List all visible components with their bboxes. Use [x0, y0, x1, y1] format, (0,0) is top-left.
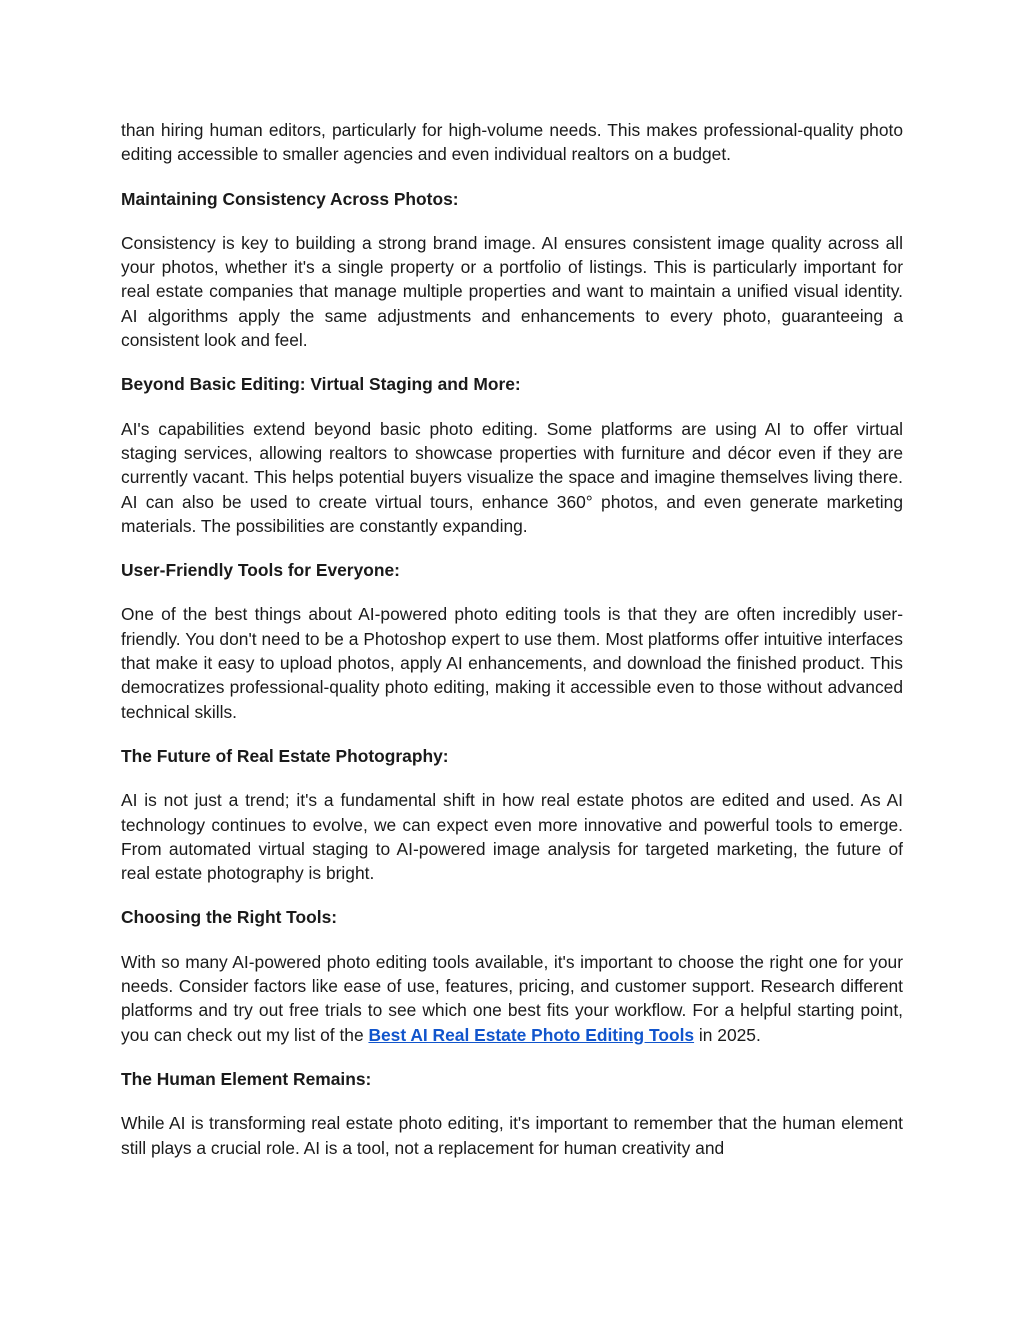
virtual-staging-paragraph: AI's capabilities extend beyond basic photo editing. Some platforms are using AI to offer virtual staging services, allowing realtors to showcase properties with furniture and décor even if they are currently vacant. This helps potential buyers visualize the space and imagine themselves living there. AI can also be used to create virtual tours, enhance 360° photos, and even generate marketing materials. The possibilities are constantly expanding. [121, 418, 903, 536]
future-heading: The Future of Real Estate Photography: [121, 745, 449, 766]
virtual-staging-heading: Beyond Basic Editing: Virtual Staging and More: [121, 374, 521, 395]
user-friendly-tools-heading: User-Friendly Tools for Everyone: [121, 560, 400, 581]
consistency-paragraph: Consistency is key to building a strong brand image. AI ensures consistent image quality across all your photos, whether it's a single property or a portfolio of listings. This is particularly important for real estate companies that manage multiple properties and want to maintain a unified visual identity. AI algorithms apply the same adjustments and enhancements to every photo, guaranteeing a consistent look and feel. [121, 232, 903, 351]
choosing-tools-paragraph [121, 950, 903, 1047]
choosing-tools-text-after-link: in 2025. [694, 1024, 761, 1045]
consistency-heading: Maintaining Consistency Across Photos: [121, 188, 459, 209]
choosing-tools-heading: Choosing the Right Tools: [121, 907, 338, 928]
intro-continuation-paragraph: than hiring human editors, particularly for high-volume needs. This makes professional-quality photo editing accessible to smaller agencies and even individual realtors on a budget. [121, 120, 903, 165]
best-ai-tools-link[interactable]: Best AI Real Estate Photo Editing Tools [368, 1024, 695, 1045]
human-element-paragraph: While AI is transforming real estate photo editing, it's important to remember that the human element still plays a crucial role. AI is a tool, not a replacement for human creativity and [121, 1113, 903, 1158]
choosing-tools-text-before-link: With so many AI-powered photo editing tools available, it's important to choose the right one for your needs. Consider factors like ease of use, features, pricing, and customer support. Research different platforms and try out free trials to see which one best fits your workflow. For a helpful starting point, you can check out my list of the [121, 951, 903, 1045]
future-paragraph: AI is not just a trend; it's a fundamental shift in how real estate photos are edited and used. As AI technology continues to evolve, we can expect even more innovative and powerful tools to emerge. From automated virtual staging to AI-powered image analysis for targeted marketing, the future of real estate photography is bright. [121, 790, 903, 884]
human-element-heading: The Human Element Remains: [121, 1068, 372, 1089]
user-friendly-tools-paragraph: One of the best things about AI-powered photo editing tools is that they are often incredibly user-friendly. You don't need to be a Photoshop expert to use them. Most platforms offer intuitive interfaces that make it easy to upload photos, apply AI enhancements, and download the finished product. This democratizes professional-quality photo editing, making it accessible even to those without advanced technical skills. [121, 604, 903, 722]
document-body [121, 118, 903, 1160]
